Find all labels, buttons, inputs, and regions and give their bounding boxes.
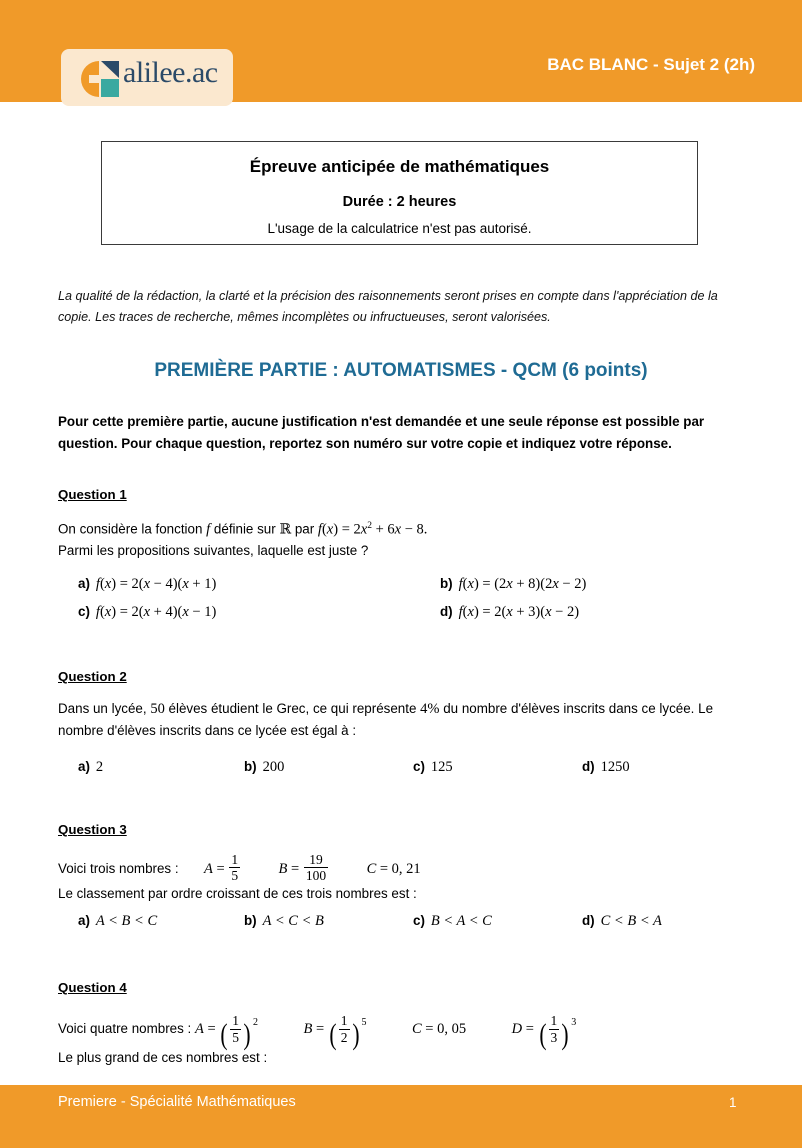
- exam-title: BAC BLANC - Sujet 2 (2h): [547, 55, 755, 74]
- q1-answer-d-letter: d): [440, 604, 453, 619]
- q2-text-c: du nombre d'élèves inscrits dans ce: [443, 701, 656, 716]
- q2-text-a: Dans un lycée,: [58, 701, 147, 716]
- exam-duration: Durée : 2 heures: [342, 194, 457, 210]
- q3-answer-a-letter: a): [78, 913, 90, 928]
- q4-number-B: B = ( $\frac{1}{2}$ ) $^5$: [303, 1013, 367, 1051]
- grading-notice: La qualité de la rédaction, la clarté et la précision des raisonnements seront prises en compte dans l'appréciation de la copie. Les traces de recherche, mêmes incomplètes ou infructueuses, seront valorisées.: [58, 289, 718, 324]
- q4-number-A: A = ( $\frac{1}{5}$ ) $^2$: [194, 1013, 259, 1051]
- q2-answer-a-letter: a): [78, 759, 90, 774]
- q3-number-B: B = $\frac{19}{100}$: [278, 852, 327, 884]
- q1-answer-d[interactable]: d) f(x) = 2(x + 3)(x − 2): [440, 604, 580, 620]
- q3-line2: Le classement par ordre croissant de ces trois nombres est :: [58, 886, 417, 902]
- q1-answer-b[interactable]: b) f(x) = (2x + 8)(2x − 2): [440, 576, 587, 592]
- q4-line2: Le plus grand de ces nombres est :: [58, 1050, 268, 1065]
- q2-answer-a-value: 2: [95, 759, 104, 775]
- q1-answer-c-letter: c): [78, 604, 90, 619]
- q2-answer-a[interactable]: [78, 759, 103, 776]
- q1-answer-a-letter: a): [78, 576, 90, 591]
- question-2-answers: [58, 759, 748, 783]
- q2-text-b: élèves étudient le Grec, ce qui représente: [168, 701, 417, 716]
- q2-answer-d-letter: d): [582, 759, 595, 774]
- q4-number-D: D = ( $\frac{1}{3}$ ) $^3$: [511, 1013, 577, 1051]
- q3-answer-c-letter: c): [413, 913, 425, 928]
- footer-page-number: 1: [729, 1095, 737, 1110]
- q3-answer-a-value: A < B < C: [95, 913, 158, 929]
- q2-answer-b-letter: b): [244, 759, 257, 774]
- q1-answer-b-letter: b): [440, 576, 453, 591]
- q3-answer-b-value: A < C < B: [262, 913, 324, 929]
- q2-answer-b-value: 200: [262, 759, 285, 775]
- q1-line1-pre: On considère la fonction: [58, 521, 203, 537]
- question-3-statement: [58, 852, 748, 905]
- q2-answer-c[interactable]: [413, 759, 453, 776]
- q3-answer-b-letter: b): [244, 913, 257, 928]
- q2-num-50: 50: [150, 701, 165, 717]
- q4-number-C: C = 0, 05: [412, 1021, 467, 1038]
- q2-num-4: 4: [420, 701, 428, 717]
- question-3-answers: [58, 913, 748, 937]
- q3-answer-a[interactable]: [78, 913, 157, 930]
- question-2-statement: [58, 698, 748, 742]
- q1-formula: f: [317, 521, 322, 538]
- exam-main-title: Épreuve anticipée de mathématiques: [249, 157, 550, 176]
- q2-percent-sign: %: [427, 701, 440, 717]
- part-one-instructions: Pour cette première partie, aucune justification n'est demandée et une seule réponse est possible par question. Pour chaque question, reportez son numéro sur votre copie et indiquez votre réponse.: [58, 414, 705, 451]
- q1-real-set-symbol: ℝ: [279, 521, 292, 538]
- q1-answer-a[interactable]: a) f(x) = 2(x − 4)(x + 1): [78, 576, 217, 592]
- q2-line2: lycée. Le nombre d'élèves inscrits dans ce lycée est égal à :: [58, 701, 714, 738]
- q3-answer-c-value: B < A < C: [430, 913, 492, 929]
- q2-answer-c-value: 125: [430, 759, 453, 775]
- q3-answer-d[interactable]: [582, 913, 662, 930]
- q1-answer-c[interactable]: c) f(x) = 2(x + 4)(x − 1): [78, 604, 217, 620]
- q3-number-C: C = 0, 21: [366, 861, 421, 878]
- site-logo[interactable]: [61, 49, 233, 106]
- q1-line2: Parmi les propositions suivantes, laquelle est juste ?: [58, 543, 369, 559]
- q4-intro: Voici quatre nombres :: [58, 1021, 192, 1037]
- q3-number-A: A = $\frac{1}{5}$: [204, 852, 239, 884]
- q3-answer-b[interactable]: [244, 913, 324, 930]
- exam-title-box: [101, 141, 698, 245]
- question-3-label: Question 3: [58, 822, 127, 837]
- q3-answer-d-value: C < B < A: [600, 913, 662, 929]
- q1-line1-mid: définie sur: [213, 521, 276, 537]
- q3-answer-d-letter: d): [582, 913, 595, 928]
- question-1-answers: [58, 576, 748, 624]
- part-one-heading: PREMIÈRE PARTIE : AUTOMATISMES - QCM (6 points): [154, 360, 648, 381]
- q2-answer-b[interactable]: [244, 759, 284, 776]
- question-1-statement: On considère la fonction f définie sur ℝ par $f(x) = 2x^2 + 6x - 8$. Parmi les propositions suivantes, laquelle est juste ?: [58, 521, 428, 559]
- logo-wordmark: alilee.ac: [123, 56, 218, 89]
- galilee-logo-icon: [75, 57, 127, 101]
- footer-course-label: Premiere - Spécialité Mathématiques: [58, 1094, 296, 1110]
- q3-intro: Voici trois nombres :: [58, 861, 179, 877]
- q2-answer-c-letter: c): [413, 759, 425, 774]
- q1-line1-par: par: [294, 521, 315, 537]
- question-4-label: Question 4: [58, 980, 127, 995]
- q1-function-symbol: f: [206, 521, 211, 538]
- calculator-note: L'usage de la calculatrice n'est pas autorisé.: [267, 221, 532, 236]
- q3-answer-c[interactable]: [413, 913, 492, 930]
- question-4-statement: [58, 1012, 748, 1069]
- q2-answer-d-value: 1250: [600, 759, 630, 775]
- question-1-label: Question 1: [58, 487, 127, 502]
- q2-answer-d[interactable]: [582, 759, 630, 776]
- question-2-label: Question 2: [58, 669, 127, 684]
